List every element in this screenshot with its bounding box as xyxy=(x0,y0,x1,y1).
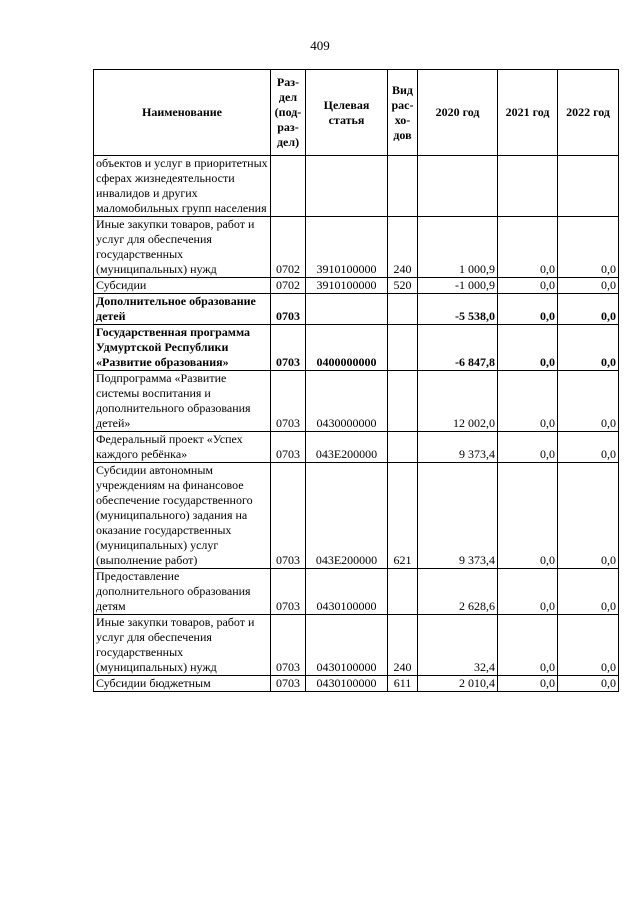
cell-kind xyxy=(388,569,418,615)
cell-kind: 520 xyxy=(388,278,418,294)
cell-name: Субсидии xyxy=(94,278,271,294)
cell-article xyxy=(306,156,388,217)
cell-section: 0703 xyxy=(271,432,306,463)
cell-section: 0703 xyxy=(271,325,306,371)
cell-name: Государственная программа Удмуртской Республики «Развитие образования» xyxy=(94,325,271,371)
header-section-line: раз- xyxy=(277,120,299,134)
cell-2022: 0,0 xyxy=(558,371,619,432)
cell-2022: 0,0 xyxy=(558,615,619,676)
cell-2021: 0,0 xyxy=(498,294,558,325)
cell-article: 0430100000 xyxy=(306,569,388,615)
cell-section: 0703 xyxy=(271,463,306,569)
cell-2020: 1 000,9 xyxy=(418,217,498,278)
cell-kind xyxy=(388,156,418,217)
cell-2021: 0,0 xyxy=(498,615,558,676)
cell-name: Субсидии бюджетным xyxy=(94,676,271,692)
cell-article: 3910100000 xyxy=(306,278,388,294)
table-row xyxy=(94,615,619,676)
cell-2022: 0,0 xyxy=(558,278,619,294)
header-article-line: статья xyxy=(328,112,365,127)
header-section xyxy=(271,70,306,156)
cell-kind xyxy=(388,371,418,432)
cell-2022: 0,0 xyxy=(558,432,619,463)
cell-2020: 12 002,0 xyxy=(418,371,498,432)
table-row xyxy=(94,569,619,615)
cell-article: 043E200000 xyxy=(306,463,388,569)
cell-article: 0430100000 xyxy=(306,615,388,676)
page-number: 409 xyxy=(310,38,330,53)
cell-kind xyxy=(388,432,418,463)
cell-section: 0702 xyxy=(271,278,306,294)
header-year-2021: 2021 год xyxy=(498,70,558,156)
cell-2020: -5 538,0 xyxy=(418,294,498,325)
header-kind-line: хо- xyxy=(394,112,411,127)
cell-section: 0703 xyxy=(271,676,306,692)
cell-2022 xyxy=(558,156,619,217)
header-kind xyxy=(388,70,418,156)
cell-section: 0703 xyxy=(271,371,306,432)
cell-2021: 0,0 xyxy=(498,217,558,278)
header-section-line: дел xyxy=(278,90,298,104)
header-kind-line: дов xyxy=(393,127,412,142)
header-section-line: (под- xyxy=(274,105,302,119)
table-row xyxy=(94,217,619,278)
cell-article: 043E200000 xyxy=(306,432,388,463)
cell-section: 0702 xyxy=(271,217,306,278)
table-row xyxy=(94,156,619,217)
cell-kind xyxy=(388,325,418,371)
table-header xyxy=(94,70,619,156)
cell-2022: 0,0 xyxy=(558,294,619,325)
cell-2022: 0,0 xyxy=(558,676,619,692)
table-row xyxy=(94,278,619,294)
cell-2020: -1 000,9 xyxy=(418,278,498,294)
cell-2021: 0,0 xyxy=(498,463,558,569)
cell-name: Иные закупки товаров, работ и услуг для обеспечения государственных (муниципальных) нужд xyxy=(94,615,271,676)
cell-2021: 0,0 xyxy=(498,432,558,463)
cell-article xyxy=(306,294,388,325)
header-name: Наименование xyxy=(94,70,271,156)
cell-kind xyxy=(388,294,418,325)
cell-2022: 0,0 xyxy=(558,217,619,278)
header-section-line: Раз- xyxy=(276,75,300,89)
cell-name: объектов и услуг в приоритетных сферах жизнедеятельности инвалидов и других маломобильных групп населения xyxy=(94,156,271,217)
cell-article: 0430100000 xyxy=(306,676,388,692)
table-row xyxy=(94,371,619,432)
header-kind-line: Вид xyxy=(392,82,413,97)
cell-name: Дополнительное образование детей xyxy=(94,294,271,325)
cell-name: Субсидии автономным учреждениям на финансовое обеспечение государственного (муниципального) задания на оказание государственных (муниципальных) услуг (выполнение работ) xyxy=(94,463,271,569)
cell-2020: 2 010,4 xyxy=(418,676,498,692)
budget-table xyxy=(93,69,619,692)
cell-kind: 240 xyxy=(388,217,418,278)
header-article xyxy=(306,70,388,156)
cell-2021: 0,0 xyxy=(498,371,558,432)
cell-2021: 0,0 xyxy=(498,676,558,692)
table-row xyxy=(94,325,619,371)
cell-article: 0430000000 xyxy=(306,371,388,432)
cell-section xyxy=(271,156,306,217)
table-row xyxy=(94,676,619,692)
cell-2020: 9 373,4 xyxy=(418,432,498,463)
cell-2020 xyxy=(418,156,498,217)
cell-name: Предоставление дополнительного образования детям xyxy=(94,569,271,615)
cell-2021: 0,0 xyxy=(498,325,558,371)
cell-name: Подпрограмма «Развитие системы воспитания и дополнительного образования детей» xyxy=(94,371,271,432)
cell-2021 xyxy=(498,156,558,217)
cell-article: 0400000000 xyxy=(306,325,388,371)
table-row xyxy=(94,294,619,325)
cell-name: Федеральный проект «Успех каждого ребёнка» xyxy=(94,432,271,463)
cell-2022: 0,0 xyxy=(558,569,619,615)
cell-2020: 9 373,4 xyxy=(418,463,498,569)
table-body xyxy=(94,156,619,692)
cell-2022: 0,0 xyxy=(558,463,619,569)
cell-2021: 0,0 xyxy=(498,278,558,294)
header-article-line: Целевая xyxy=(323,97,370,112)
table-row xyxy=(94,463,619,569)
cell-kind: 611 xyxy=(388,676,418,692)
cell-2020: -6 847,8 xyxy=(418,325,498,371)
header-year-2022: 2022 год xyxy=(558,70,619,156)
cell-section: 0703 xyxy=(271,569,306,615)
cell-name: Иные закупки товаров, работ и услуг для обеспечения государственных (муниципальных) нужд xyxy=(94,217,271,278)
header-section-line: дел) xyxy=(276,135,300,149)
cell-kind: 621 xyxy=(388,463,418,569)
cell-2020: 2 628,6 xyxy=(418,569,498,615)
cell-2020: 32,4 xyxy=(418,615,498,676)
header-kind-line: рас- xyxy=(391,97,414,112)
table-row xyxy=(94,432,619,463)
cell-2022: 0,0 xyxy=(558,325,619,371)
cell-2021: 0,0 xyxy=(498,569,558,615)
cell-article: 3910100000 xyxy=(306,217,388,278)
header-year-2020: 2020 год xyxy=(418,70,498,156)
cell-kind: 240 xyxy=(388,615,418,676)
cell-section: 0703 xyxy=(271,294,306,325)
cell-section: 0703 xyxy=(271,615,306,676)
